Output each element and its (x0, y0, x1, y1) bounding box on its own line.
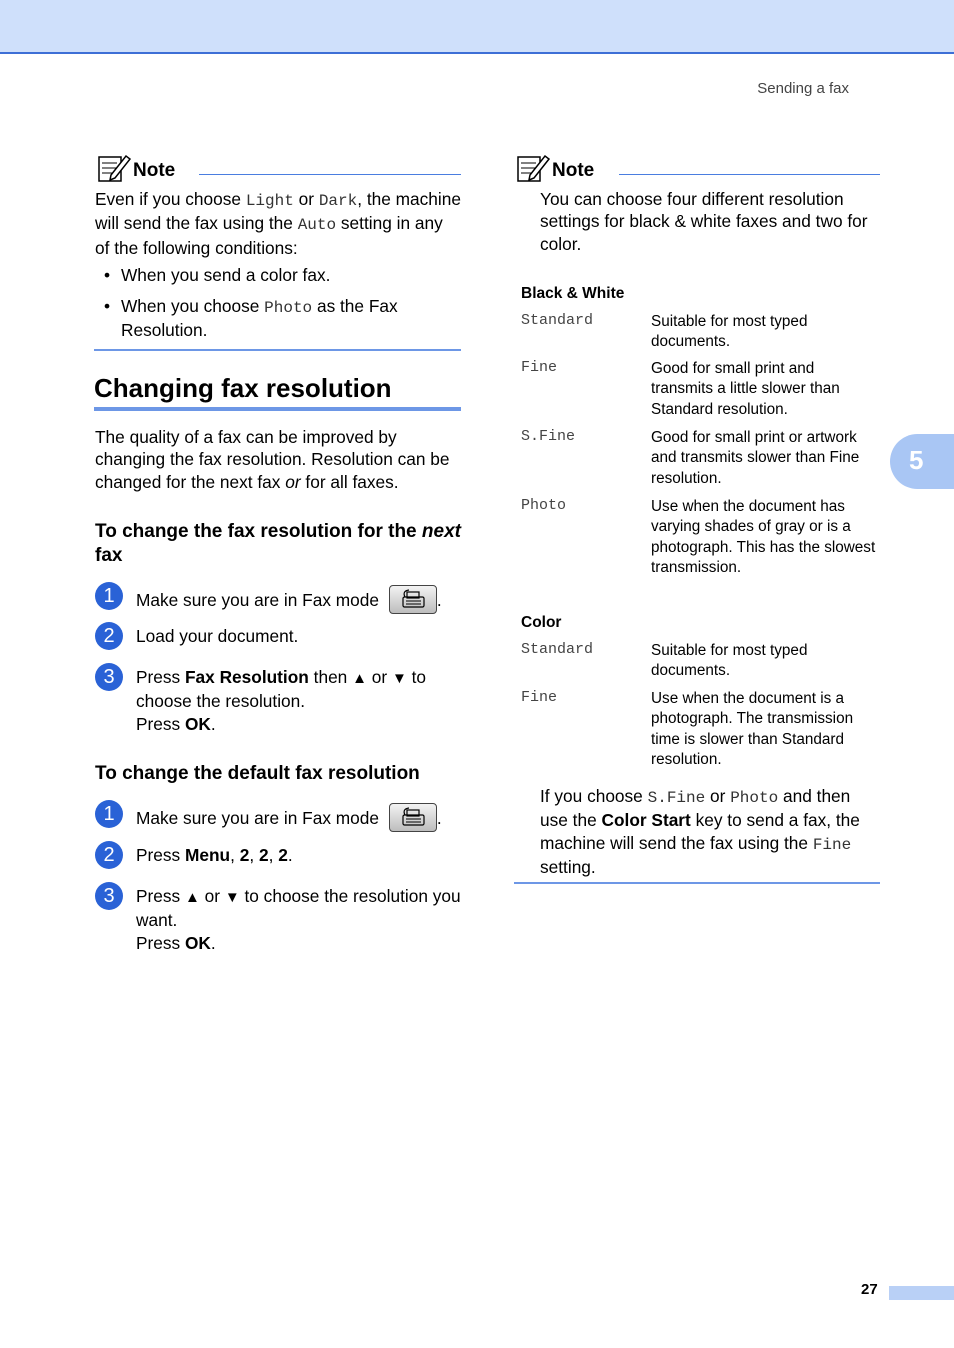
left-note-bullet-2: • When you choose Photo as the Fax Resolution. (104, 296, 398, 340)
section-title: Changing fax resolution (94, 373, 392, 403)
bw-row-photo: Photo Use when the document has varying shades of gray or is a photograph. This has the slowest transmission. (521, 497, 876, 577)
down-arrow-icon: ▼ (391, 670, 407, 687)
note-header-line (619, 174, 880, 175)
up-arrow-icon: ▲ (352, 670, 367, 687)
right-note-intro: You can choose four different resolution settings for black & white faxes and two for color. (540, 189, 868, 254)
default-fax-step-1: 1 Make sure you are in Fax mode . (95, 800, 465, 832)
right-note-bottom-rule (514, 882, 880, 884)
left-note-bullet-1: • When you send a color fax. (104, 265, 331, 285)
note-title: Note (552, 160, 595, 181)
next-fax-step-2: 2 Load your document. (95, 622, 465, 652)
fax-mode-key-icon (389, 803, 437, 832)
note-pencil-icon (97, 153, 131, 183)
step-number: 3 (95, 882, 123, 910)
left-note-text: Even if you choose Light or Dark, the machine will send the fax using the Auto setting in any of the following conditions: (95, 189, 461, 258)
step-number: 1 (95, 800, 123, 828)
bw-row-fine: Fine Good for small print and transmits a little slower than Standard resolution. (521, 359, 840, 418)
left-note-header (97, 153, 461, 189)
chapter-tab: 5 (890, 434, 954, 489)
bw-row-sfine: S.Fine Good for small print or artwork and transmits slower than Fine resolution. (521, 428, 860, 487)
default-fax-heading: To change the default fax resolution (95, 763, 420, 784)
next-fax-step-1: 1 Make sure you are in Fax mode . (95, 582, 465, 614)
next-fax-heading: To change the fax resolution for the next fax (95, 521, 461, 566)
right-note-footer: If you choose S.Fine or Photo and then use the Color Start key to send a fax, the machine will send the fax using the Fine setting. (540, 786, 860, 877)
page-number: 27 (861, 1281, 878, 1298)
running-header: Sending a fax (757, 80, 849, 97)
default-fax-step-2: 2 Press Menu, 2, 2, 2. (95, 841, 465, 871)
page-number-bar (889, 1286, 954, 1300)
section-intro: The quality of a fax can be improved by changing the fax resolution. Resolution can be changed for the next fax or for all faxes. (95, 427, 450, 492)
section-title-underline (94, 407, 461, 411)
top-header-band (0, 0, 954, 54)
step-number: 1 (95, 582, 123, 610)
up-arrow-icon: ▲ (184, 889, 200, 906)
color-heading: Color (521, 614, 562, 631)
bw-row-standard: Standard Suitable for most typed documents. (521, 312, 808, 351)
fax-mode-key-icon (389, 585, 437, 614)
note-pencil-icon (516, 153, 550, 183)
color-row-fine: Fine Use when the document is a photograph. The transmission time is slower than Standard resolution. (521, 689, 854, 769)
default-fax-step-3: 3 Press ▲ or ▼ to choose the resolution you want. Press OK. (95, 882, 465, 957)
left-note-bottom-rule (94, 349, 461, 351)
note-header-line (199, 174, 461, 175)
color-row-standard: Standard Suitable for most typed documents. (521, 641, 808, 680)
down-arrow-icon: ▼ (224, 889, 240, 906)
step-number: 2 (95, 622, 123, 650)
right-note-header (516, 153, 880, 189)
bw-heading: Black & White (521, 285, 625, 302)
note-title: Note (133, 160, 176, 181)
step-number: 2 (95, 841, 123, 869)
step-number: 3 (95, 663, 123, 691)
next-fax-step-3: 3 Press Fax Resolution then ▲ or ▼ to choose the resolution. Press OK. (95, 663, 465, 738)
